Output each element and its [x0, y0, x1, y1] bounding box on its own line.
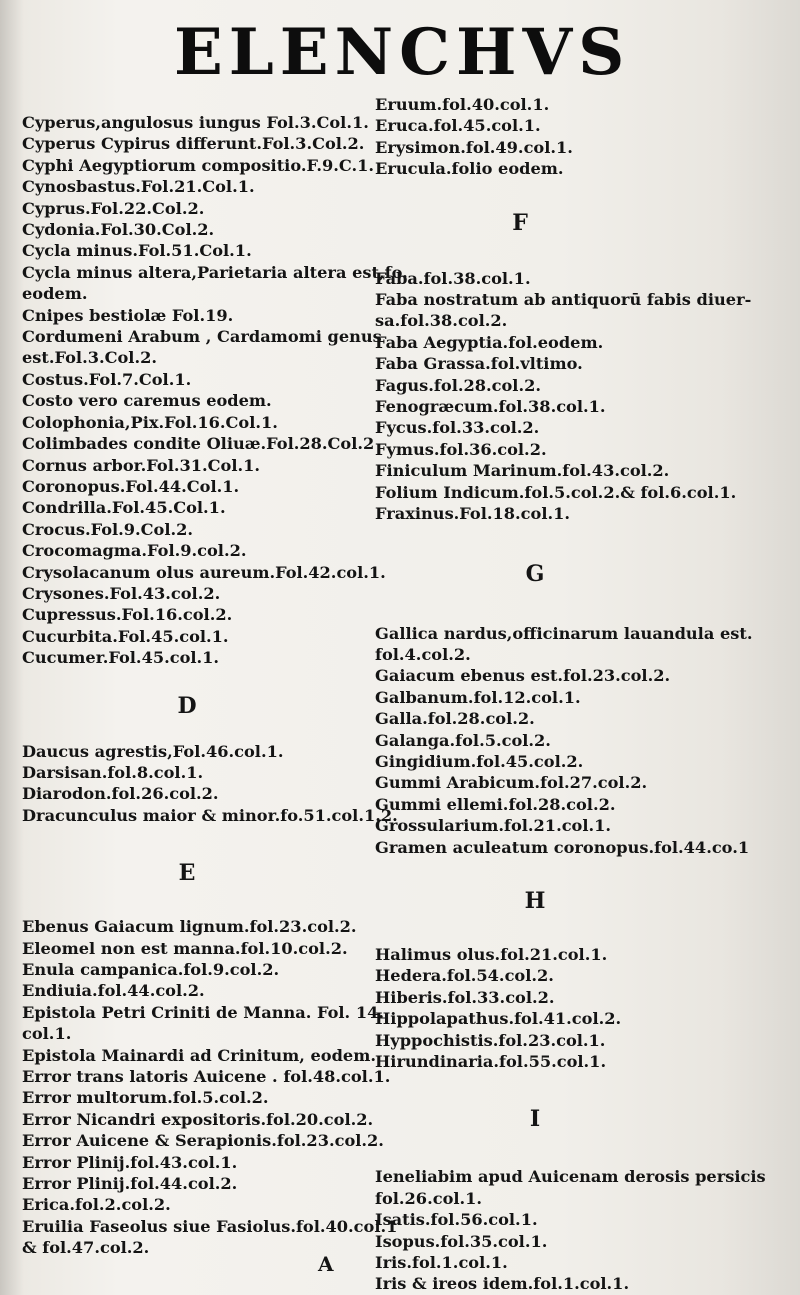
index-entry: Crysolacanum olus aureum.Fol.42.col.1.	[22, 562, 386, 582]
index-entry: Fenogræcum.fol.38.col.1.	[375, 397, 606, 417]
index-entry: Fagus.fol.28.col.2.	[375, 375, 541, 395]
page-title: ELENCHVS	[174, 15, 631, 90]
index-entry: Darsisan.fol.8.col.1.	[22, 762, 204, 782]
index-entry: Eleomel non est manna.fol.10.col.2.	[22, 938, 348, 958]
index-entry: Cnipes bestiolæ Fol.19.	[22, 305, 234, 325]
index-section-c	[22, 112, 408, 669]
index-section-g	[375, 623, 795, 858]
index-entry: Iris & ireos idem.fol.1.col.1.	[375, 1274, 630, 1294]
index-entry: fol.4.col.2.	[375, 644, 471, 664]
index-entry: Faba nostratum ab antiquorū fabis diuer-	[375, 290, 752, 310]
index-entry: Gallica nardus,officinarum lauandula est.	[375, 623, 753, 643]
index-entry: Hiberis.fol.33.col.2.	[375, 987, 555, 1007]
index-section-e	[22, 916, 398, 1259]
section-letter-g: G	[525, 560, 545, 587]
index-entry: Cupressus.Fol.16.col.2.	[22, 605, 233, 625]
index-entry: Costus.Fol.7.Col.1.	[22, 369, 192, 389]
index-section-h	[375, 944, 795, 1072]
index-entry: Erucula.folio eodem.	[375, 159, 564, 179]
index-entry: Iris.fol.1.col.1.	[375, 1253, 508, 1273]
index-entry: Colimbades condite Oliuæ.Fol.28.Col.2	[22, 434, 375, 454]
right-column	[375, 94, 795, 1295]
index-entry: Dracunculus maior & minor.fo.51.col.1.2.	[22, 805, 398, 825]
index-entry: & fol.47.col.2.	[22, 1238, 150, 1258]
index-entry: Ieneliabim apud Auicenam derosis persicis	[375, 1167, 766, 1187]
index-entry: Coronopus.Fol.44.Col.1.	[22, 476, 240, 496]
index-entry: Condrilla.Fol.45.Col.1.	[22, 498, 226, 518]
index-entry: Error Nicandri expositoris.fol.20.col.2.	[22, 1109, 374, 1129]
index-entry: Error Plinij.fol.43.col.1.	[22, 1152, 238, 1172]
index-entry: Daucus agrestis,Fol.46.col.1.	[22, 741, 284, 761]
index-entry: Faba.fol.38.col.1.	[375, 268, 531, 288]
index-section-d	[22, 741, 398, 827]
index-entry: Hyppochistis.fol.23.col.1.	[375, 1030, 606, 1050]
index-entry: Cucumer.Fol.45.col.1.	[22, 648, 220, 668]
index-entry: Cornus arbor.Fol.31.Col.1.	[22, 455, 261, 475]
index-entry: Hedera.fol.54.col.2.	[375, 966, 554, 986]
index-entry: Cycla minus altera,Parietaria altera est,fo.	[22, 262, 408, 282]
index-entry: Fycus.fol.33.col.2.	[375, 418, 540, 438]
index-entry: Crocomagma.Fol.9.col.2.	[22, 541, 247, 561]
index-entry: Epistola Petri Criniti de Manna. Fol. 14.	[22, 1002, 384, 1022]
index-entry: Cyperus,angulosus iungus Fol.3.Col.1.	[22, 113, 369, 132]
index-entry: Erica.fol.2.col.2.	[22, 1195, 171, 1215]
index-entry: Faba Grassa.fol.vltimo.	[375, 354, 583, 374]
index-entry: Isatis.fol.56.col.1.	[375, 1210, 538, 1230]
index-entry: Error trans latoris Auicene . fol.48.col.1.	[22, 1067, 391, 1087]
index-entry: Gingidium.fol.45.col.2.	[375, 751, 584, 771]
index-entry: Cordumeni Arabum , Cardamomi genus	[22, 327, 382, 347]
index-section-e-continued	[375, 94, 795, 180]
index-entry: Costo vero caremus eodem.	[22, 391, 272, 411]
index-entry: Diarodon.fol.26.col.2.	[22, 784, 219, 804]
index-entry: Fraxinus.Fol.18.col.1.	[375, 504, 570, 524]
index-entry: Fymus.fol.36.col.2.	[375, 439, 547, 459]
index-section-i	[375, 1166, 795, 1294]
index-entry: Gummi Arabicum.fol.27.col.2.	[375, 773, 648, 793]
index-entry: Faba Aegyptia.fol.eodem.	[375, 332, 604, 352]
index-entry: Error multorum.fol.5.col.2.	[22, 1088, 269, 1108]
index-entry: Galanga.fol.5.col.2.	[375, 730, 551, 750]
index-section-f	[375, 268, 795, 525]
index-entry: Galla.fol.28.col.2.	[375, 709, 535, 729]
index-entry: Grossularium.fol.21.col.1.	[375, 816, 612, 836]
index-entry: Endiuia.fol.44.col.2.	[22, 981, 205, 1001]
index-entry: Enula campanica.fol.9.col.2.	[22, 960, 280, 979]
index-entry: Gramen aculeatum coronopus.fol.44.co.1	[375, 837, 750, 857]
index-entry: Cyprus.Fol.22.Col.2.	[22, 198, 205, 218]
index-entry: est.Fol.3.Col.2.	[22, 348, 157, 368]
index-entry: Ebenus Gaiacum lignum.fol.23.col.2.	[22, 917, 357, 937]
section-letter-h: H	[524, 887, 546, 914]
index-entry: Gummi ellemi.fol.28.col.2.	[375, 794, 616, 814]
index-entry: Erysimon.fol.49.col.1.	[375, 137, 573, 157]
index-entry: eodem.	[22, 284, 88, 304]
index-entry: col.1.	[22, 1024, 72, 1044]
index-entry: Isopus.fol.35.col.1.	[375, 1231, 548, 1251]
index-entry: Crocus.Fol.9.Col.2.	[22, 519, 194, 539]
index-entry: Eruilia Faseolus siue Fasiolus.fol.40.col.1	[22, 1216, 398, 1236]
section-letter-e: E	[178, 860, 196, 887]
index-entry: Cyperus Cypirus differunt.Fol.3.Col.2.	[22, 134, 365, 154]
index-entry: Hirundinaria.fol.55.col.1.	[375, 1052, 607, 1071]
index-entry: Cycla minus.Fol.51.Col.1.	[22, 241, 252, 261]
index-entry: Eruca.fol.45.col.1.	[375, 116, 541, 136]
section-letter-f: F	[512, 209, 528, 236]
index-entry: Eruum.fol.40.col.1.	[375, 95, 550, 114]
index-entry: Hippolapathus.fol.41.col.2.	[375, 1009, 622, 1029]
index-entry: Colophonia,Pix.Fol.16.Col.1.	[22, 412, 278, 432]
index-entry: fol.26.col.1.	[375, 1188, 483, 1208]
index-entry: Cynosbastus.Fol.21.Col.1.	[22, 177, 255, 197]
index-entry: Gaiacum ebenus est.fol.23.col.2.	[375, 666, 671, 686]
index-entry: sa.fol.38.col.2.	[375, 311, 508, 331]
index-entry: Galbanum.fol.12.col.1.	[375, 687, 581, 707]
section-letter-d: D	[177, 692, 197, 719]
index-entry: Halimus olus.fol.21.col.1.	[375, 944, 608, 964]
signature-mark: A	[318, 1252, 334, 1276]
index-entry: Error Auicene & Serapionis.fol.23.col.2.	[22, 1131, 384, 1151]
index-entry: Cucurbita.Fol.45.col.1.	[22, 626, 229, 646]
index-entry: Epistola Mainardi ad Crinitum, eodem.	[22, 1045, 376, 1065]
index-entry: Cydonia.Fol.30.Col.2.	[22, 220, 215, 240]
section-letter-i: I	[529, 1106, 541, 1133]
index-entry: Error Plinij.fol.44.col.2.	[22, 1174, 238, 1194]
index-entry: Crysones.Fol.43.col.2.	[22, 583, 221, 603]
index-entry: Folium Indicum.fol.5.col.2.& fol.6.col.1.	[375, 482, 737, 502]
index-entry: Cyphi Aegyptiorum compositio.F.9.C.1.	[22, 155, 375, 175]
index-entry: Finiculum Marinum.fol.43.col.2.	[375, 461, 670, 481]
left-column	[22, 112, 408, 1259]
